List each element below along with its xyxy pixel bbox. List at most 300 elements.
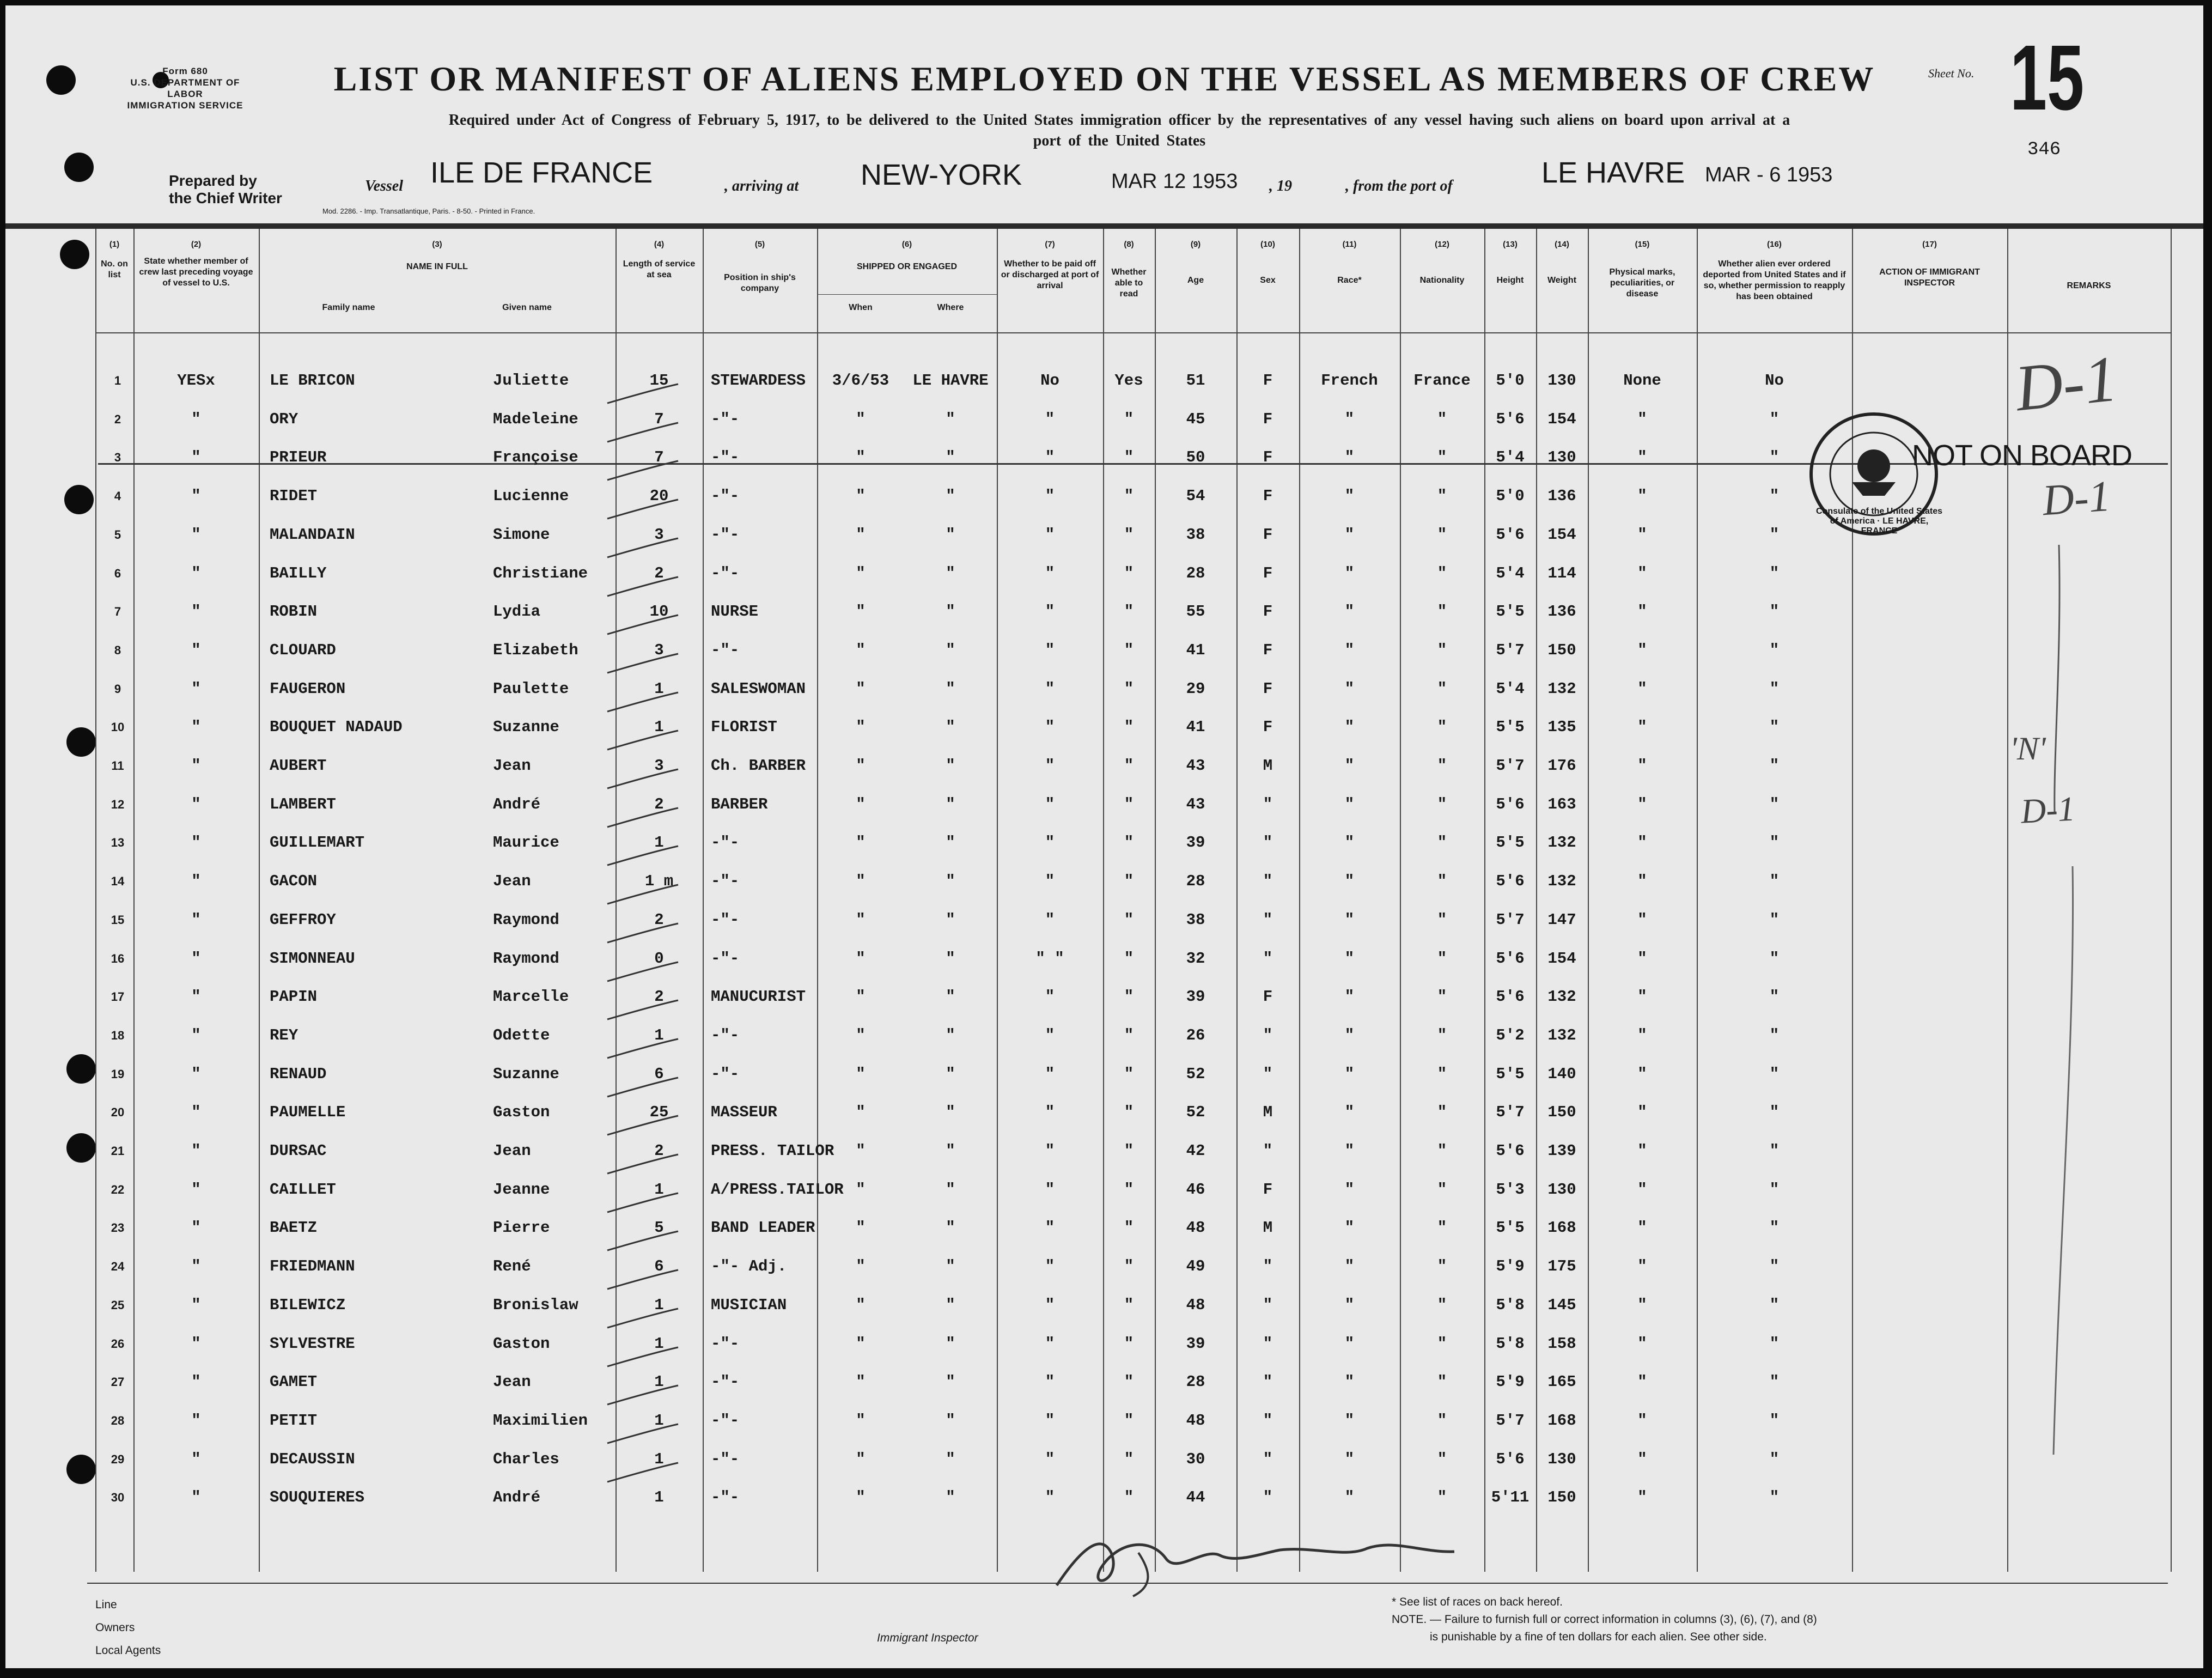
cell-ht: 5'9 bbox=[1496, 1373, 1525, 1391]
cell-race: " bbox=[1344, 1103, 1355, 1121]
cell-wt: 130 bbox=[1547, 1181, 1576, 1199]
cell-sex: " bbox=[1263, 950, 1273, 968]
cell-race: " bbox=[1344, 564, 1355, 582]
row-number: 13 bbox=[111, 836, 125, 849]
cell-paid: " bbox=[1045, 1103, 1055, 1121]
cell-c2: " bbox=[191, 911, 201, 929]
cell-svc: 1 bbox=[654, 1450, 664, 1468]
cell-family: REY bbox=[270, 1026, 298, 1044]
cell-race: " bbox=[1344, 680, 1355, 698]
cell-nat: " bbox=[1437, 1142, 1447, 1160]
row-number: 15 bbox=[111, 913, 125, 927]
cell-paid: " bbox=[1045, 911, 1055, 929]
cell-age: 43 bbox=[1186, 795, 1205, 813]
column-header-c5: Position in ship's company bbox=[724, 273, 796, 293]
manifest-sheet bbox=[5, 5, 2203, 1668]
cell-paid: " bbox=[1045, 1335, 1055, 1353]
cell-where: " bbox=[946, 1488, 955, 1506]
cell-c2: " bbox=[191, 487, 201, 505]
column-header-c14: Weight bbox=[1547, 276, 1577, 285]
pencil-tick bbox=[605, 1345, 681, 1372]
pencil-tick bbox=[605, 651, 681, 678]
cell-given: Raymond bbox=[493, 950, 559, 968]
cell-family: GUILLEMART bbox=[270, 834, 365, 852]
cell-read: " bbox=[1124, 1219, 1134, 1237]
cell-age: 48 bbox=[1186, 1219, 1205, 1237]
cell-svc: 6 bbox=[654, 1065, 664, 1083]
cell-svc: 5 bbox=[654, 1219, 664, 1237]
cell-paid: " " bbox=[1035, 950, 1064, 968]
cell-family: BILEWICZ bbox=[270, 1296, 346, 1314]
cell-deported: " bbox=[1769, 872, 1780, 890]
column-number: (16) bbox=[1767, 240, 1782, 249]
cell-marks: " bbox=[1637, 1065, 1647, 1083]
cell-sex: F bbox=[1263, 448, 1273, 466]
cell-age: 49 bbox=[1186, 1257, 1205, 1275]
cell-nat: " bbox=[1437, 603, 1447, 621]
cell-given: Gaston bbox=[493, 1103, 550, 1121]
cell-marks: " bbox=[1637, 911, 1647, 929]
cell-age: 28 bbox=[1186, 564, 1205, 582]
cell-race: " bbox=[1344, 911, 1355, 929]
cell-pos: A/PRESS.TAILOR bbox=[711, 1181, 844, 1199]
cell-marks: " bbox=[1637, 680, 1647, 698]
footer-left: Line Owners Local Agents bbox=[95, 1598, 161, 1657]
cell-c2: " bbox=[191, 1257, 201, 1275]
cell-svc: 2 bbox=[654, 795, 664, 813]
cell-when: " bbox=[856, 718, 866, 736]
cell-nat: " bbox=[1437, 911, 1447, 929]
cell-marks: " bbox=[1637, 1488, 1647, 1506]
cell-pos: -"- bbox=[711, 1412, 740, 1430]
cell-pos: PRESS. TAILOR bbox=[711, 1142, 834, 1160]
cell-sex: " bbox=[1263, 1296, 1273, 1314]
cell-given: Juliette bbox=[493, 372, 569, 390]
cell-age: 39 bbox=[1186, 834, 1205, 852]
column-header-remarks: REMARKS bbox=[2067, 281, 2111, 290]
cell-nat: " bbox=[1437, 1412, 1447, 1430]
cell-paid: " bbox=[1045, 603, 1055, 621]
cell-sex: " bbox=[1263, 795, 1273, 813]
pencil-tick bbox=[605, 767, 681, 794]
cell-where: " bbox=[946, 680, 955, 698]
cell-paid: " bbox=[1045, 795, 1055, 813]
row-number: 16 bbox=[111, 952, 125, 965]
cell-when: " bbox=[856, 988, 866, 1006]
cell-ht: 5'8 bbox=[1496, 1335, 1525, 1353]
remark-n: 'N' bbox=[2010, 731, 2046, 767]
cell-nat: " bbox=[1437, 757, 1447, 775]
cell-family: LE BRICON bbox=[270, 372, 355, 390]
cell-when: " bbox=[856, 680, 866, 698]
cell-c2: " bbox=[191, 1181, 201, 1199]
cell-where: " bbox=[946, 757, 955, 775]
cell-pos: -"- bbox=[711, 448, 740, 466]
cell-paid: " bbox=[1045, 1412, 1055, 1430]
cell-ht: 5'7 bbox=[1496, 1103, 1525, 1121]
cell-given: Jean bbox=[493, 1142, 531, 1160]
column-rule bbox=[133, 229, 135, 1572]
cell-given: Jean bbox=[493, 872, 531, 890]
cell-race: " bbox=[1344, 1335, 1355, 1353]
column-number: (7) bbox=[1045, 240, 1055, 249]
cell-deported: " bbox=[1769, 1296, 1780, 1314]
cell-marks: " bbox=[1637, 1335, 1647, 1353]
cell-deported: " bbox=[1769, 1488, 1780, 1506]
cell-when: " bbox=[856, 1142, 866, 1160]
cell-age: 42 bbox=[1186, 1142, 1205, 1160]
cell-ht: 5'6 bbox=[1496, 872, 1525, 890]
cell-ht: 5'0 bbox=[1496, 372, 1525, 390]
cell-svc: 20 bbox=[649, 487, 669, 505]
cell-nat: " bbox=[1437, 1065, 1447, 1083]
cell-svc: 2 bbox=[654, 1142, 664, 1160]
cell-svc: 0 bbox=[654, 950, 664, 968]
sheet-sub-number: 346 bbox=[2027, 139, 2061, 160]
cell-paid: " bbox=[1045, 1181, 1055, 1199]
cell-read: " bbox=[1124, 680, 1134, 698]
cell-sex: F bbox=[1263, 641, 1273, 659]
punch-hole bbox=[64, 485, 94, 514]
cell-nat: " bbox=[1437, 872, 1447, 890]
row-number: 18 bbox=[111, 1029, 125, 1042]
cell-wt: 154 bbox=[1547, 526, 1576, 544]
column-number: (14) bbox=[1555, 240, 1569, 249]
cell-read: " bbox=[1124, 911, 1134, 929]
cell-pos: MANUCURIST bbox=[711, 988, 806, 1006]
pencil-tick bbox=[605, 921, 681, 948]
cell-family: RENAUD bbox=[270, 1065, 327, 1083]
cell-ht: 5'4 bbox=[1496, 448, 1525, 466]
cell-family: SIMONNEAU bbox=[270, 950, 355, 968]
cell-wt: 175 bbox=[1547, 1257, 1576, 1275]
cell-sex: F bbox=[1263, 603, 1273, 621]
cell-read: " bbox=[1124, 487, 1134, 505]
cell-read: " bbox=[1124, 1296, 1134, 1314]
cell-where: " bbox=[946, 1373, 955, 1391]
cell-ht: 5'4 bbox=[1496, 564, 1525, 582]
signature bbox=[1040, 1520, 1476, 1602]
cell-race: " bbox=[1344, 1219, 1355, 1237]
cell-wt: 132 bbox=[1547, 834, 1576, 852]
cell-c2: " bbox=[191, 410, 201, 428]
cell-family: PAUMELLE bbox=[270, 1103, 346, 1121]
cell-sex: " bbox=[1263, 1412, 1273, 1430]
cell-sex: F bbox=[1263, 526, 1273, 544]
cell-sex: " bbox=[1263, 1026, 1273, 1044]
column-number: (8) bbox=[1124, 240, 1134, 249]
printer-imprint: Mod. 2286. - Imp. Transatlantique, Paris. - 8-50. - Printed in France. bbox=[322, 207, 535, 215]
cell-family: LAMBERT bbox=[270, 795, 336, 813]
cell-marks: " bbox=[1637, 988, 1647, 1006]
cell-nat: " bbox=[1437, 641, 1447, 659]
row-number: 28 bbox=[111, 1414, 125, 1427]
cell-deported: " bbox=[1769, 988, 1780, 1006]
sheet-label: Sheet No. bbox=[1928, 66, 1975, 80]
cell-sex: F bbox=[1263, 718, 1273, 736]
cell-given: Elizabeth bbox=[493, 641, 578, 659]
seal-text: Consulate of the United States of America · LE HAVRE, FRANCE bbox=[1815, 507, 1943, 536]
cell-nat: " bbox=[1437, 1296, 1447, 1314]
cell-given: Bronislaw bbox=[493, 1296, 578, 1314]
cell-svc: 1 bbox=[654, 1181, 664, 1199]
column-number: (10) bbox=[1260, 240, 1275, 249]
cell-when: " bbox=[856, 1181, 866, 1199]
column-rule bbox=[703, 229, 704, 1572]
cell-svc: 3 bbox=[654, 526, 664, 544]
column-number: (1) bbox=[109, 240, 120, 249]
pencil-tick bbox=[605, 805, 681, 832]
cell-deported: " bbox=[1769, 834, 1780, 852]
cell-ht: 5'6 bbox=[1496, 950, 1525, 968]
cell-when: " bbox=[856, 950, 866, 968]
cell-pos: BARBER bbox=[711, 795, 768, 813]
cell-c2: " bbox=[191, 1219, 201, 1237]
cell-ht: 5'6 bbox=[1496, 988, 1525, 1006]
cell-race: " bbox=[1344, 487, 1355, 505]
cell-marks: " bbox=[1637, 1219, 1647, 1237]
cell-ht: 5'3 bbox=[1496, 1181, 1525, 1199]
cell-where: " bbox=[946, 834, 955, 852]
column-rule bbox=[1588, 229, 1589, 1572]
cell-when: " bbox=[856, 757, 866, 775]
cell-marks: " bbox=[1637, 526, 1647, 544]
column-rule bbox=[1299, 229, 1300, 1572]
row-number: 22 bbox=[111, 1183, 125, 1196]
cell-sex: " bbox=[1263, 872, 1273, 890]
cell-when: " bbox=[856, 487, 866, 505]
footer-notes: * See list of races on back hereof. NOTE. — Failure to furnish full or correct information in columns (3), (6), (7), and (8) is punishable by a fine of ten dollars for each alien. See other side. bbox=[1392, 1596, 1817, 1643]
cell-when: " bbox=[856, 795, 866, 813]
cell-wt: 165 bbox=[1547, 1373, 1576, 1391]
cell-c2: " bbox=[191, 1065, 201, 1083]
row-number: 21 bbox=[111, 1144, 125, 1158]
cell-wt: 132 bbox=[1547, 1026, 1576, 1044]
cell-where: " bbox=[946, 487, 955, 505]
cell-deported: " bbox=[1769, 1065, 1780, 1083]
cell-deported: " bbox=[1769, 641, 1780, 659]
cell-given: Suzanne bbox=[493, 1065, 559, 1083]
cell-wt: 132 bbox=[1547, 988, 1576, 1006]
cell-wt: 145 bbox=[1547, 1296, 1576, 1314]
column-header-c6-when: When bbox=[849, 303, 873, 312]
column-rule bbox=[1400, 229, 1401, 1572]
cell-nat: " bbox=[1437, 1219, 1447, 1237]
column-header-c4: Length of service at sea bbox=[623, 259, 696, 279]
punch-hole bbox=[66, 1133, 96, 1163]
cell-ht: 5'7 bbox=[1496, 757, 1525, 775]
cell-race: " bbox=[1344, 1257, 1355, 1275]
cell-read: " bbox=[1124, 718, 1134, 736]
cell-where: " bbox=[946, 410, 955, 428]
cell-family: DURSAC bbox=[270, 1142, 327, 1160]
cell-read: " bbox=[1124, 526, 1134, 544]
pencil-tick bbox=[605, 1383, 681, 1410]
cell-sex: F bbox=[1263, 1181, 1273, 1199]
cell-given: Simone bbox=[493, 526, 550, 544]
cell-when: " bbox=[856, 410, 866, 428]
cell-when: " bbox=[856, 1412, 866, 1430]
column-header-c10: Sex bbox=[1260, 276, 1276, 285]
pencil-tick bbox=[605, 728, 681, 755]
cell-wt: 130 bbox=[1547, 1450, 1576, 1468]
cell-family: SYLVESTRE bbox=[270, 1335, 355, 1353]
cell-wt: 147 bbox=[1547, 911, 1576, 929]
cell-paid: " bbox=[1045, 872, 1055, 890]
cell-pos: STEWARDESS bbox=[711, 372, 806, 390]
cell-ht: 5'11 bbox=[1491, 1488, 1529, 1506]
cell-where: " bbox=[946, 872, 955, 890]
cell-wt: 140 bbox=[1547, 1065, 1576, 1083]
cell-race: " bbox=[1344, 1026, 1355, 1044]
cell-svc: 1 bbox=[654, 1412, 664, 1430]
pencil-tick bbox=[605, 959, 681, 987]
cell-read: " bbox=[1124, 1412, 1134, 1430]
cell-deported: " bbox=[1769, 1026, 1780, 1044]
cell-marks: " bbox=[1637, 603, 1647, 621]
column-rule bbox=[2007, 229, 2008, 1572]
pencil-tick bbox=[605, 882, 681, 909]
cell-read: " bbox=[1124, 1257, 1134, 1275]
cell-c2: " bbox=[191, 988, 201, 1006]
cell-family: BAILLY bbox=[270, 564, 327, 582]
cell-ht: 5'6 bbox=[1496, 1450, 1525, 1468]
cell-where: " bbox=[946, 988, 955, 1006]
cell-read: " bbox=[1124, 410, 1134, 428]
cell-read: " bbox=[1124, 1450, 1134, 1468]
cell-c2: " bbox=[191, 1142, 201, 1160]
column-header-c7: Whether to be paid off or discharged at port of arrival bbox=[1001, 259, 1099, 290]
column-header-c15: Physical marks, peculiarities, or disease bbox=[1609, 267, 1675, 299]
cell-read: " bbox=[1124, 1488, 1134, 1506]
cell-sex: F bbox=[1263, 564, 1273, 582]
cell-ht: 5'5 bbox=[1496, 603, 1525, 621]
column-header-c3-family: Family name bbox=[322, 303, 375, 312]
cell-nat: " bbox=[1437, 1373, 1447, 1391]
cell-ht: 5'0 bbox=[1496, 487, 1525, 505]
cell-where: " bbox=[946, 641, 955, 659]
cell-nat: " bbox=[1437, 718, 1447, 736]
cell-age: 26 bbox=[1186, 1026, 1205, 1044]
cell-wt: 168 bbox=[1547, 1219, 1576, 1237]
cell-ht: 5'5 bbox=[1496, 834, 1525, 852]
cell-nat: " bbox=[1437, 680, 1447, 698]
cell-given: Françoise bbox=[493, 448, 578, 466]
cell-race: " bbox=[1344, 1412, 1355, 1430]
cell-given: Maurice bbox=[493, 834, 559, 852]
cell-ht: 5'7 bbox=[1496, 641, 1525, 659]
cell-given: Jeanne bbox=[493, 1181, 550, 1199]
cell-wt: 150 bbox=[1547, 1488, 1576, 1506]
cell-sex: F bbox=[1263, 680, 1273, 698]
cell-race: " bbox=[1344, 1296, 1355, 1314]
cell-sex: " bbox=[1263, 1142, 1273, 1160]
row-number: 1 bbox=[114, 374, 121, 387]
cell-where: LE HAVRE bbox=[912, 372, 989, 390]
cell-wt: 136 bbox=[1547, 487, 1576, 505]
cell-where: " bbox=[946, 448, 955, 466]
row-number: 5 bbox=[114, 528, 121, 542]
cell-marks: " bbox=[1637, 1373, 1647, 1391]
cell-deported: " bbox=[1769, 1103, 1780, 1121]
cell-family: FAUGERON bbox=[270, 680, 346, 698]
pencil-tick bbox=[605, 843, 681, 871]
cell-svc: 2 bbox=[654, 988, 664, 1006]
column-rule bbox=[95, 229, 96, 1572]
cell-paid: " bbox=[1045, 1373, 1055, 1391]
cell-when: " bbox=[856, 1488, 866, 1506]
column-rule bbox=[997, 229, 998, 1572]
cell-race: " bbox=[1344, 834, 1355, 852]
column-header-c17: ACTION OF IMMIGRANT INSPECTOR bbox=[1879, 267, 1980, 288]
cell-nat: France bbox=[1413, 372, 1471, 390]
cell-family: ROBIN bbox=[270, 603, 318, 621]
row-number: 25 bbox=[111, 1298, 125, 1312]
cell-family: SOUQUIERES bbox=[270, 1488, 365, 1506]
cell-where: " bbox=[946, 1219, 955, 1237]
arrival-date: MAR 12 1953 bbox=[1111, 170, 1238, 193]
cell-age: 41 bbox=[1186, 718, 1205, 736]
cell-where: " bbox=[946, 526, 955, 544]
cell-wt: 139 bbox=[1547, 1142, 1576, 1160]
cell-age: 46 bbox=[1186, 1181, 1205, 1199]
cell-read: " bbox=[1124, 603, 1134, 621]
cell-deported: " bbox=[1769, 1142, 1780, 1160]
cell-family: AUBERT bbox=[270, 757, 327, 775]
cell-paid: " bbox=[1045, 718, 1055, 736]
column-number: (13) bbox=[1503, 240, 1518, 249]
cell-given: André bbox=[493, 1488, 541, 1506]
cell-marks: " bbox=[1637, 1296, 1647, 1314]
vessel-name: ILE DE FRANCE bbox=[430, 156, 653, 189]
arriving-label: , arriving at bbox=[724, 178, 799, 194]
cell-pos: -"- Adj. bbox=[711, 1257, 787, 1275]
cell-age: 44 bbox=[1186, 1488, 1205, 1506]
column-number: (3) bbox=[432, 240, 442, 249]
cell-given: Lydia bbox=[493, 603, 541, 621]
cell-nat: " bbox=[1437, 1181, 1447, 1199]
cell-given: Raymond bbox=[493, 911, 559, 929]
cell-paid: " bbox=[1045, 487, 1055, 505]
column-header-c6: SHIPPED OR ENGAGED bbox=[856, 262, 958, 271]
form-number: Form 680 U.S. DEPARTMENT OF LABOR IMMIGRATION SERVICE bbox=[127, 66, 243, 111]
cell-paid: No bbox=[1040, 372, 1059, 390]
cell-marks: " bbox=[1637, 1026, 1647, 1044]
pencil-tick bbox=[605, 998, 681, 1025]
punch-hole bbox=[66, 1054, 96, 1084]
cell-pos: MASSEUR bbox=[711, 1103, 777, 1121]
cell-deported: " bbox=[1769, 757, 1780, 775]
cell-marks: " bbox=[1637, 1257, 1647, 1275]
cell-where: " bbox=[946, 603, 955, 621]
cell-ht: 5'6 bbox=[1496, 795, 1525, 813]
cell-given: Lucienne bbox=[493, 487, 569, 505]
cell-paid: " bbox=[1045, 757, 1055, 775]
cell-age: 51 bbox=[1186, 372, 1205, 390]
cell-c2: " bbox=[191, 834, 201, 852]
cell-pos: NURSE bbox=[711, 603, 759, 621]
cell-family: ORY bbox=[270, 410, 298, 428]
cell-age: 50 bbox=[1186, 448, 1205, 466]
cell-family: CAILLET bbox=[270, 1181, 336, 1199]
remark-d1: D-1 bbox=[2012, 342, 2121, 425]
cell-wt: 150 bbox=[1547, 1103, 1576, 1121]
cell-read: " bbox=[1124, 1142, 1134, 1160]
cell-given: Suzanne bbox=[493, 718, 559, 736]
column-number: (15) bbox=[1635, 240, 1650, 249]
row-number: 11 bbox=[111, 759, 124, 773]
row-number: 4 bbox=[114, 489, 121, 503]
